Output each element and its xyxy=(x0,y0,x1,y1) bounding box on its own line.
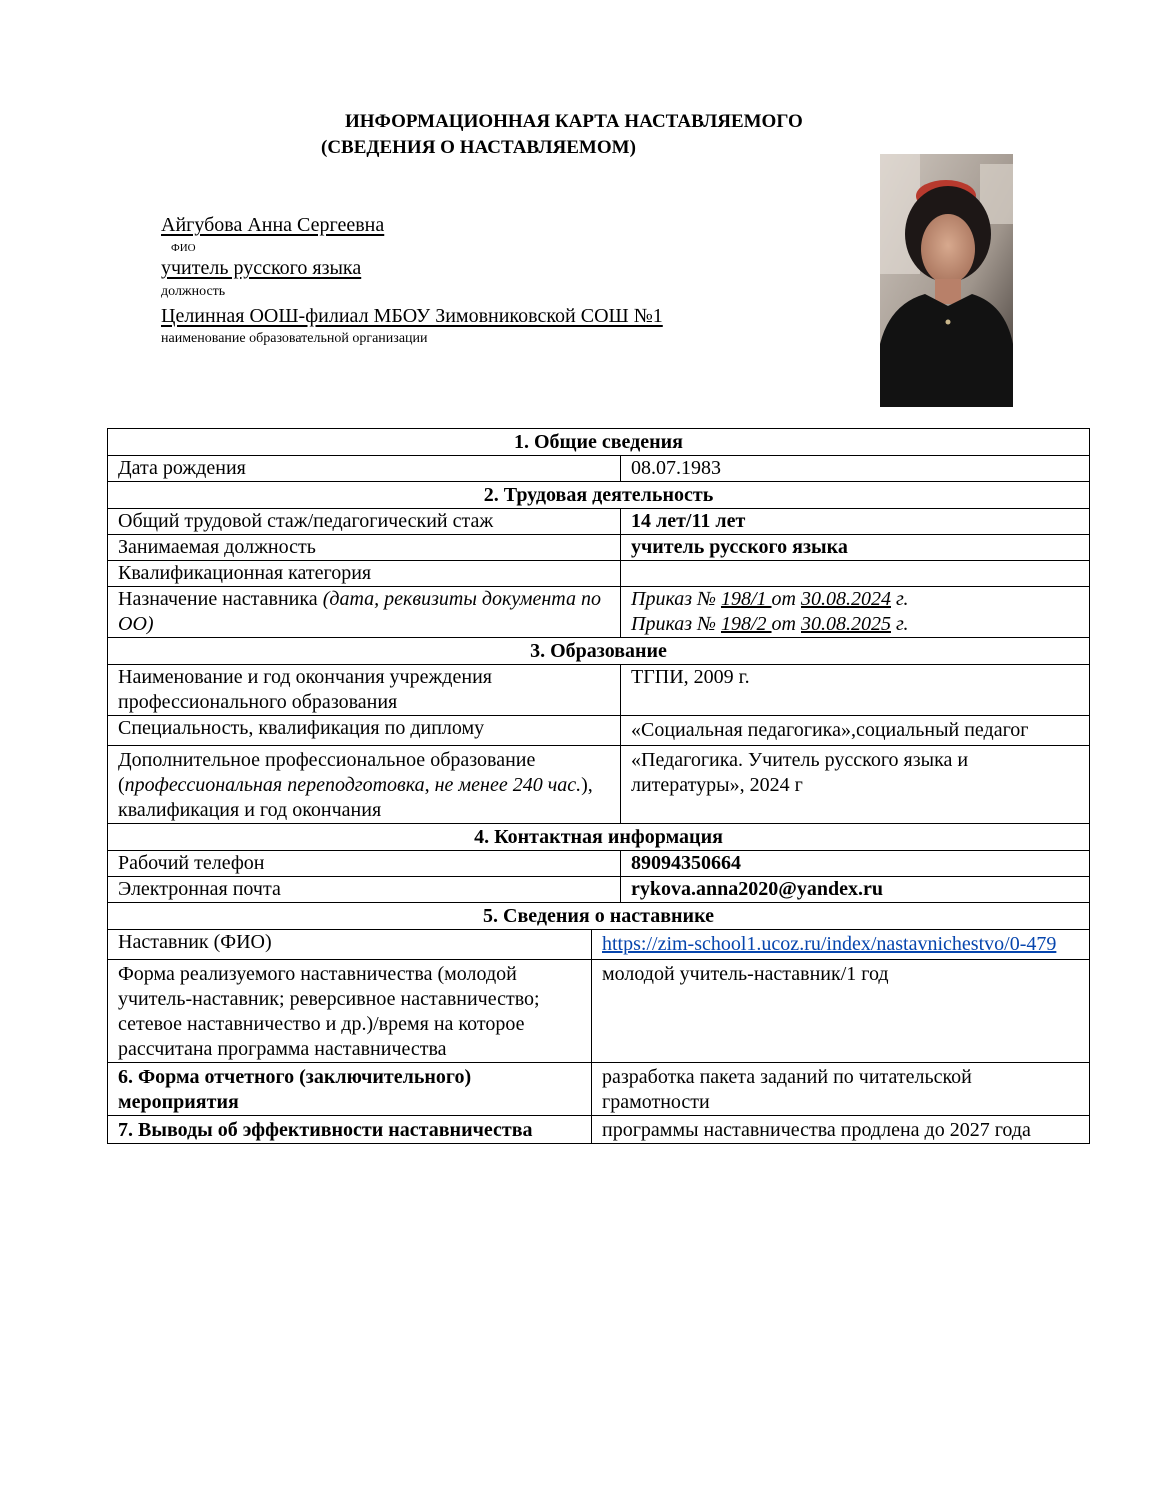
mentee-photo xyxy=(880,154,1013,407)
work-phone-value: 89094350664 xyxy=(621,851,1090,877)
row-label xyxy=(108,746,621,824)
label-text: Дополнительное профессиональное образование ( xyxy=(118,749,536,796)
table-row xyxy=(108,561,1090,587)
order-suffix: г. xyxy=(890,613,909,635)
row-value: разработка пакета заданий по читательской грамотности xyxy=(592,1063,1090,1116)
label-text: ), квалификация и год окончания xyxy=(118,774,593,821)
table-row xyxy=(108,746,1090,824)
row-label: Электронная почта xyxy=(108,877,621,903)
row-value: программы наставничества продлена до 2027 года xyxy=(592,1116,1090,1144)
order-line-2 xyxy=(631,612,1079,637)
row-value: молодой учитель-наставник/1 год xyxy=(592,960,1090,1063)
row-label: Наставник (ФИО) xyxy=(108,930,592,960)
section-title: 5. Сведения о наставнике xyxy=(108,903,1090,930)
label-italic-text: (дата, реквизиты документа по ОО) xyxy=(118,588,601,635)
mentee-fio-value: Айгубова Анна Сергеевна xyxy=(161,214,385,236)
section-title: 2. Трудовая деятельность xyxy=(108,482,1090,509)
order-date: 30.08.2024 xyxy=(800,588,891,610)
mentor-profile-link[interactable]: https://zim-school1.ucoz.ru/index/nastavnichestvo/0-479 xyxy=(602,933,1057,955)
row-label xyxy=(108,587,621,638)
order-prefix: Приказ № xyxy=(631,613,721,635)
row-value xyxy=(621,587,1090,638)
row-value: 08.07.1983 xyxy=(621,456,1090,482)
order-prefix: Приказ № xyxy=(631,588,721,610)
row-value xyxy=(592,930,1090,960)
table-row xyxy=(108,960,1090,1063)
order-suffix: г. xyxy=(890,588,909,610)
row-label: Рабочий телефон xyxy=(108,851,621,877)
page-title: ИНФОРМАЦИОННАЯ КАРТА НАСТАВЛЯЕМОГО xyxy=(345,111,803,132)
row-value: учитель русского языка xyxy=(621,535,1090,561)
section-title: 4. Контактная информация xyxy=(108,824,1090,851)
row-label: Наименование и год окончания учреждения профессионального образования xyxy=(108,665,621,716)
info-card-table xyxy=(107,428,1090,1144)
row-label: Специальность, квалификация по диплому xyxy=(108,716,621,746)
mentee-organization-value: Целинная ООШ-филиал МБОУ Зимовниковской СОШ №1 xyxy=(161,305,663,327)
table-row xyxy=(108,877,1090,903)
section-row xyxy=(108,824,1090,851)
page-subtitle: (СВЕДЕНИЯ О НАСТАВЛЯЕМОМ) xyxy=(321,137,636,158)
label-italic-text: не менее 240 час. xyxy=(434,774,582,796)
order-date: 30.08.2025 xyxy=(800,613,891,635)
table-row xyxy=(108,1063,1090,1116)
row-label: Общий трудовой стаж/педагогический стаж xyxy=(108,509,621,535)
table-row xyxy=(108,535,1090,561)
table-row xyxy=(108,665,1090,716)
section-row xyxy=(108,638,1090,665)
row-label: Занимаемая должность xyxy=(108,535,621,561)
mentee-fio-caption: ФИО xyxy=(171,242,196,254)
table-row xyxy=(108,716,1090,746)
label-italic-text: профессиональная переподготовка xyxy=(124,774,425,796)
section-title: 1. Общие сведения xyxy=(108,429,1090,456)
row-value: 14 лет/11 лет xyxy=(621,509,1090,535)
order-from: от xyxy=(771,588,801,610)
label-text: Назначение наставника xyxy=(118,588,323,610)
table-row xyxy=(108,851,1090,877)
order-from: от xyxy=(771,613,801,635)
section-row xyxy=(108,429,1090,456)
section-row xyxy=(108,903,1090,930)
mentee-position-value: учитель русского языка xyxy=(161,257,362,279)
table-row xyxy=(108,930,1090,960)
row-value xyxy=(621,561,1090,587)
table-row xyxy=(108,587,1090,638)
email-value: rykova.anna2020@yandex.ru xyxy=(621,877,1090,903)
section-row xyxy=(108,482,1090,509)
row-label: 7. Выводы об эффективности наставничества xyxy=(108,1116,592,1144)
row-label: Форма реализуемого наставничества (молодой учитель-наставник; реверсивное наставничество; сетевое наставничество и др.)/время на которое рассчитана программа наставничества xyxy=(108,960,592,1063)
row-label: Квалификационная категория xyxy=(108,561,621,587)
row-value: ТГПИ, 2009 г. xyxy=(621,665,1090,716)
order-number: 198/2 xyxy=(720,613,772,635)
order-line-1 xyxy=(631,587,1079,612)
row-value: «Педагогика. Учитель русского языка и литературы», 2024 г xyxy=(621,746,1090,824)
row-label: Дата рождения xyxy=(108,456,621,482)
table-row xyxy=(108,509,1090,535)
table-row xyxy=(108,456,1090,482)
label-text: , xyxy=(424,774,435,796)
mentee-position-caption: должность xyxy=(161,284,226,299)
row-label: 6. Форма отчетного (заключительного) мероприятия xyxy=(108,1063,592,1116)
row-value: «Социальная педагогика»,социальный педагог xyxy=(621,716,1090,746)
order-number: 198/1 xyxy=(720,588,772,610)
section-title: 3. Образование xyxy=(108,638,1090,665)
mentee-organization-caption: наименование образовательной организации xyxy=(161,331,428,346)
table-row xyxy=(108,1116,1090,1144)
